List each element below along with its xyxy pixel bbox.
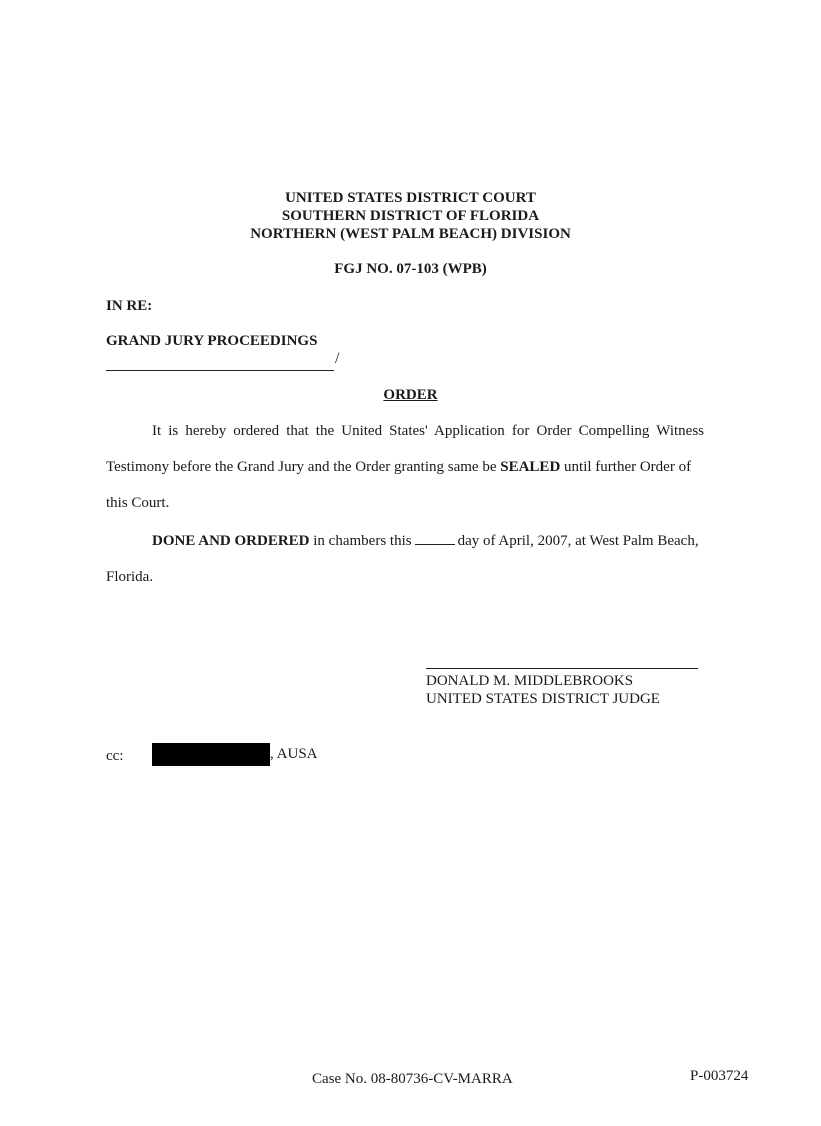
done-and-ordered-line-2: Florida. — [106, 569, 154, 585]
matter-title: GRAND JURY PROCEEDINGS — [106, 333, 318, 349]
done-and-ordered-text: day of April, 2007, at West Palm Beach, — [457, 533, 699, 549]
order-title: ORDER — [383, 387, 438, 403]
done-and-ordered-line-1 — [152, 532, 699, 550]
judge-name: DONALD M. MIDDLEBROOKS — [426, 673, 634, 689]
in-re-label: IN RE: — [106, 298, 153, 314]
order-paragraph-text: Testimony before the Grand Jury and the Order granting same be — [106, 459, 501, 475]
sealed-emphasis: SEALED — [500, 459, 561, 475]
day-blank-line — [415, 532, 455, 545]
order-paragraph-line-1: It is hereby ordered that the United States' Application for Order Compelling Witness — [152, 423, 704, 439]
order-paragraph-line-3: this Court. — [106, 495, 170, 511]
matter-underline — [106, 370, 334, 371]
judge-title: UNITED STATES DISTRICT JUDGE — [426, 691, 660, 707]
cc-label: cc: — [106, 748, 124, 764]
division-name: NORTHERN (WEST PALM BEACH) DIVISION — [250, 226, 571, 242]
done-and-ordered-text: in chambers this — [309, 533, 412, 549]
court-name: UNITED STATES DISTRICT COURT — [285, 190, 536, 206]
case-number-header: FGJ NO. 07-103 (WPB) — [334, 261, 487, 277]
order-paragraph-text: until further Order of — [560, 459, 692, 475]
redaction-box — [152, 743, 270, 766]
footer-case-number: Case No. 08-80736-CV-MARRA — [312, 1071, 513, 1087]
signature-line — [426, 668, 698, 669]
bates-number: P-003724 — [690, 1068, 749, 1084]
district-name: SOUTHERN DISTRICT OF FLORIDA — [281, 208, 540, 224]
court-caption — [0, 189, 821, 243]
order-paragraph-line-2 — [106, 459, 691, 476]
matter-slash: / — [335, 350, 340, 367]
done-and-ordered-emphasis: DONE AND ORDERED — [152, 533, 310, 549]
cc-ausa: , AUSA — [270, 746, 318, 762]
